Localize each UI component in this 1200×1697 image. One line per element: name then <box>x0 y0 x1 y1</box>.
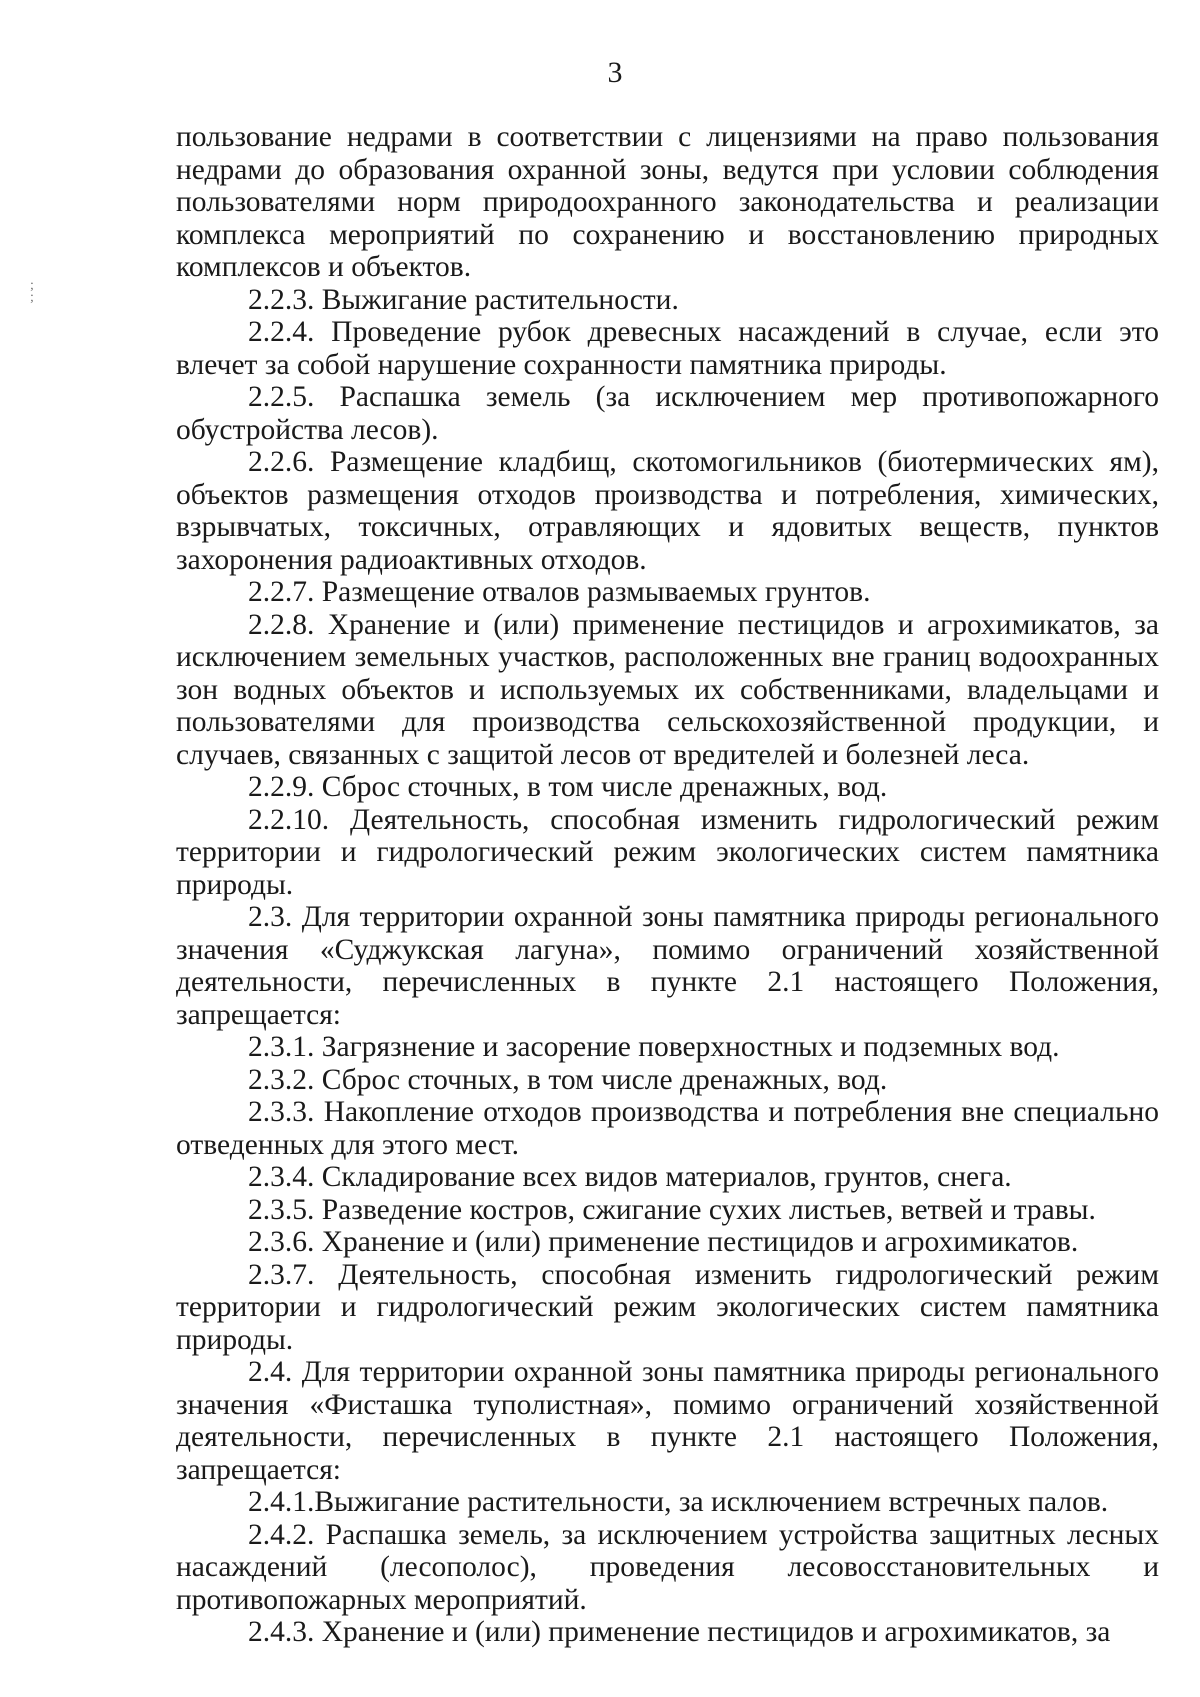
paragraph: 2.4. Для территории охранной зоны памятника природы регионального значения «Фисташка туполистная», помимо ограничений хозяйственной деятельности, перечисленных в пункте 2.1 настоящего Положения, запрещается: <box>176 1356 1159 1486</box>
paragraph: 2.4.3. Хранение и (или) применение пестицидов и агрохимикатов, за <box>248 1616 1111 1648</box>
paragraph: 2.2.6. Размещение кладбищ, скотомогильников (биотермических ям), объектов размещения отходов производства и потребления, химических, взрывчатых, токсичных, отравляющих и ядовитых веществ, пунктов захоронения радиоактивных отходов. <box>176 446 1159 576</box>
paragraph: 2.3.2. Сброс сточных, в том числе дренажных, вод. <box>248 1063 888 1096</box>
paragraph: 2.4.1.Выжигание растительности, за исключением встречных палов. <box>248 1486 1109 1518</box>
paragraph: 2.4.2. Распашка земель, за исключением устройства защитных лесных насаждений (лесополос), проведения лесовосстановительных и противопожарных мероприятий. <box>176 1518 1159 1616</box>
paragraph: 2.3. Для территории охранной зоны памятника природы регионального значения «Суджукская лагуна», помимо ограничений хозяйственной деятельности, перечисленных в пункте 2.1 настоящего Положения, запрещается: <box>176 901 1159 1031</box>
paragraph: 2.3.7. Деятельность, способная изменить гидрологический режим территории и гидрологический режим экологических систем памятника природы. <box>176 1258 1159 1356</box>
document-body <box>176 121 1159 1649</box>
paragraph: 2.2.9. Сброс сточных, в том числе дренажных, вод. <box>248 771 888 803</box>
page-number: 3 <box>607 56 623 89</box>
paragraph: 2.2.7. Размещение отвалов размываемых грунтов. <box>248 576 871 608</box>
paragraph: 2.2.4. Проведение рубок древесных насаждений в случае, если это влечет за собой нарушение сохранности памятника природы. <box>176 316 1159 381</box>
paragraph: 2.2.3. Выжигание растительности. <box>248 283 679 316</box>
paragraph: 2.3.3. Накопление отходов производства и потребления вне специально отведенных для этого мест. <box>176 1096 1159 1161</box>
paragraph: 2.3.6. Хранение и (или) применение пестицидов и агрохимикатов. <box>248 1226 1079 1258</box>
paragraph: 2.2.10. Деятельность, способная изменить гидрологический режим территории и гидрологический режим экологических систем памятника природы. <box>176 803 1159 901</box>
paragraph: пользование недрами в соответствии с лицензиями на право пользования недрами до образования охранной зоны, ведутся при условии соблюдения пользователями норм природоохранного законодательства и реализации комплекса мероприятий по сохранению и восстановлению природных комплексов и объектов. <box>176 121 1159 283</box>
paragraph: 2.3.4. Складирование всех видов материалов, грунтов, снега. <box>248 1161 1012 1193</box>
paragraph: 2.3.5. Разведение костров, сжигание сухих листьев, ветвей и травы. <box>248 1193 1096 1226</box>
paragraph: 2.2.5. Распашка земель (за исключением мер противопожарного обустройства лесов). <box>176 381 1159 446</box>
margin-scan-marks: ; ; <box>30 278 34 305</box>
paragraph: 2.2.8. Хранение и (или) применение пестицидов и агрохимикатов, за исключением земельных участков, расположенных вне границ водоохранных зон водных объектов и используемых их собственниками, владельцами и пользователями для производства сельскохозяйственной продукции, и случаев, связанных с защитой лесов от вредителей и болезней леса. <box>176 608 1159 771</box>
paragraph: 2.3.1. Загрязнение и засорение поверхностных и подземных вод. <box>248 1031 1060 1063</box>
